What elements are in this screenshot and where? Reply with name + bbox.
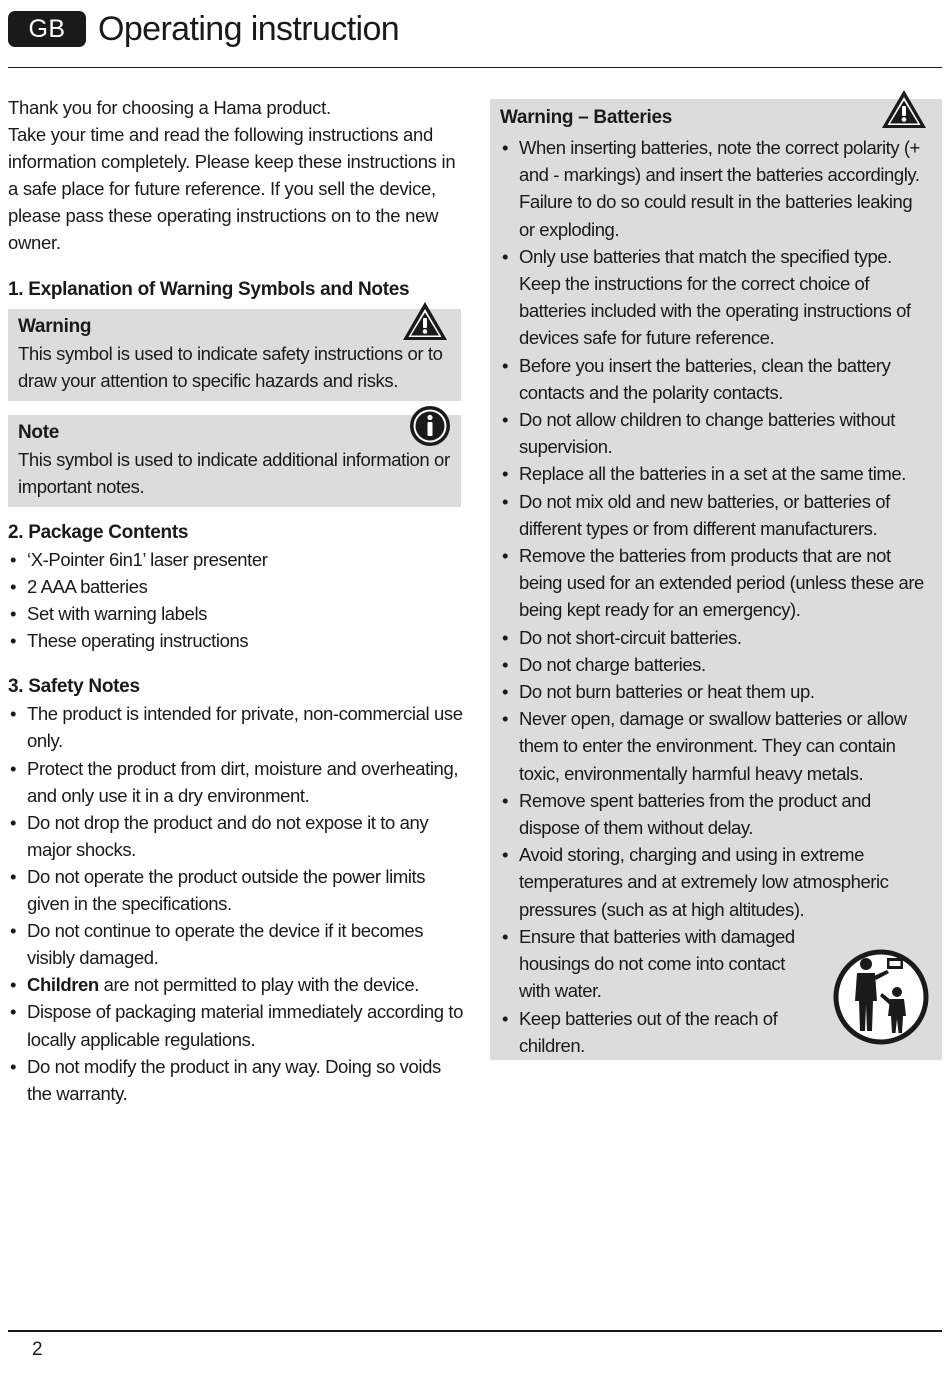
safety-notes-list <box>8 700 463 1106</box>
page-title: Operating instruction <box>98 10 400 48</box>
list-item: • 2 AAA batteries <box>8 573 463 600</box>
warning-text: This symbol is used to indicate safety instructions or to draw your attention to specific hazards and risks. <box>18 343 443 391</box>
list-item: • Keep batteries out of the reach of children. <box>500 1005 804 1059</box>
battery-warning-box <box>490 99 942 1060</box>
section-2-title: 2. Package Contents <box>8 522 189 543</box>
list-item: • Before you insert the batteries, clean the battery contacts and the polarity contacts. <box>500 352 932 406</box>
header-divider <box>8 67 942 68</box>
keep-away-from-children-icon <box>831 947 931 1047</box>
intro-line-1: Thank you for choosing a Hama product. <box>8 97 331 118</box>
warning-box <box>8 309 461 401</box>
battery-warnings-list <box>500 134 932 1059</box>
list-item: • Avoid storing, charging and using in extreme temperatures and at extremely low atmospheric pressures (such as at high altitudes). <box>500 841 932 923</box>
warning-triangle-icon <box>880 88 928 130</box>
list-item: • Do not continue to operate the device if it becomes visibly damaged. <box>8 917 463 971</box>
page-number: 2 <box>32 1339 43 1360</box>
list-item <box>8 971 463 998</box>
note-box <box>8 415 461 507</box>
children-text: are not permitted to play with the device. <box>103 974 419 996</box>
note-title: Note <box>18 422 60 443</box>
list-item: • Do not operate the product outside the power limits given in the specifications. <box>8 863 463 917</box>
note-text: This symbol is used to indicate additional information or important notes. <box>18 449 450 497</box>
list-item: • Set with warning labels <box>8 600 463 627</box>
right-column <box>490 99 942 1060</box>
battery-warning-title: Warning – Batteries <box>500 107 673 128</box>
footer-divider <box>8 1330 942 1332</box>
list-item: • Do not allow children to change batteries without supervision. <box>500 406 932 460</box>
language-badge: GB <box>8 11 86 47</box>
list-item: • Remove spent batteries from the product and dispose of them without delay. <box>500 787 932 841</box>
list-item: • Do not burn batteries or heat them up. <box>500 678 932 705</box>
intro-line-2: Take your time and read the following instructions and information completely. Please keep these instructions in a safe place for future reference. If you sell the device, please pass these operating instructions on to the new owner. <box>8 124 456 253</box>
section-3-title: 3. Safety Notes <box>8 676 140 698</box>
page-header <box>8 8 942 68</box>
list-item: • Protect the product from dirt, moisture and overheating, and only use it in a dry environment. <box>8 755 463 809</box>
list-item: • Do not charge batteries. <box>500 651 932 678</box>
list-item: • These operating instructions <box>8 627 463 654</box>
info-circle-icon <box>409 405 451 447</box>
list-item: • Only use batteries that match the specified type. Keep the instructions for the correct choice of batteries included with the operating instructions of devices safe for future reference. <box>500 243 932 352</box>
list-item: • Do not mix old and new batteries, or batteries of different types or from different manufacturers. <box>500 488 932 542</box>
warning-title: Warning <box>18 316 92 337</box>
list-item: • When inserting batteries, note the correct polarity (+ and - markings) and insert the batteries accordingly. Failure to do so could result in the batteries leaking or exploding. <box>500 134 932 243</box>
list-item: • Never open, damage or swallow batteries or allow them to enter the environment. They can contain toxic, environmentally harmful heavy metals. <box>500 705 932 787</box>
list-item: • The product is intended for private, non-commercial use only. <box>8 700 463 754</box>
list-item: • Do not modify the product in any way. Doing so voids the warranty. <box>8 1053 463 1107</box>
list-item: • Dispose of packaging material immediately according to locally applicable regulations. <box>8 998 463 1052</box>
intro-text <box>8 94 463 256</box>
left-column <box>8 94 463 1107</box>
warning-triangle-icon <box>401 300 449 342</box>
list-item: • Do not drop the product and do not expose it to any major shocks. <box>8 809 463 863</box>
list-item: • ‘X-Pointer 6in1’ laser presenter <box>8 546 463 573</box>
package-contents-list <box>8 546 463 654</box>
section-1-title: 1. Explanation of Warning Symbols and Notes <box>8 279 410 300</box>
list-item: • Replace all the batteries in a set at the same time. <box>500 460 932 487</box>
list-item: • Do not short-circuit batteries. <box>500 624 932 651</box>
list-item: • Ensure that batteries with damaged housings do not come into contact with water. <box>500 923 804 1005</box>
list-item: • Remove the batteries from products that are not being used for an extended period (unless these are being kept ready for an emergency). <box>500 542 932 624</box>
children-bold-text: Children <box>27 974 99 996</box>
